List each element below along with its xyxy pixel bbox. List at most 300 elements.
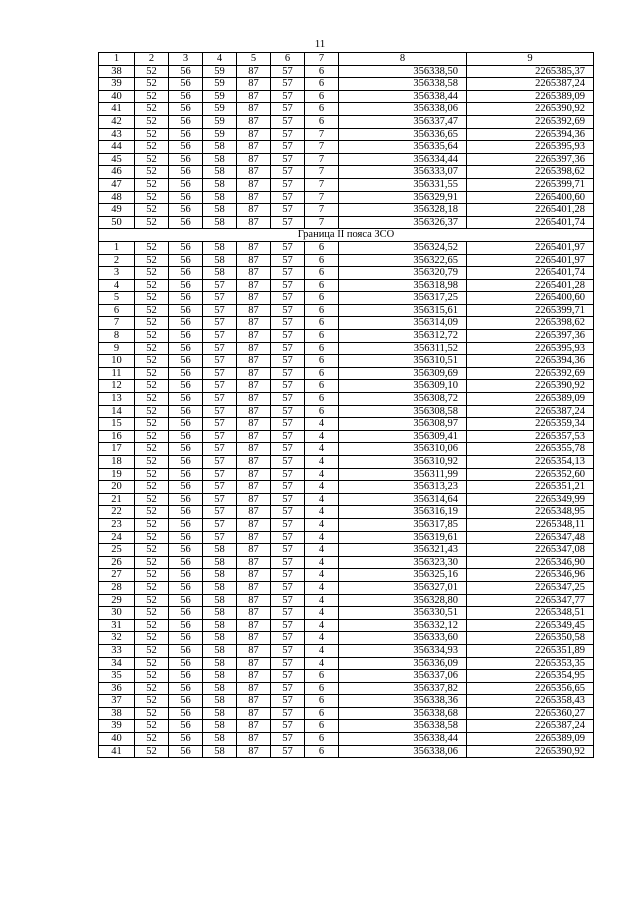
table-cell: 56 — [169, 707, 203, 720]
table-cell: 356318,98 — [339, 279, 467, 292]
table-cell: 356317,85 — [339, 518, 467, 531]
table-cell: 87 — [237, 267, 271, 280]
table-cell: 6 — [305, 330, 339, 343]
table-cell: 356310,06 — [339, 443, 467, 456]
table-cell: 2265347,77 — [467, 594, 594, 607]
table-cell: 18 — [99, 456, 135, 469]
table-cell: 4 — [305, 493, 339, 506]
table-cell: 57 — [203, 367, 237, 380]
table-row — [99, 380, 594, 393]
table-cell: 356320,79 — [339, 267, 467, 280]
table-cell: 2265349,45 — [467, 619, 594, 632]
table-cell: 52 — [135, 594, 169, 607]
table-cell: 14 — [99, 405, 135, 418]
table-cell: 58 — [203, 153, 237, 166]
table-cell: 52 — [135, 317, 169, 330]
table-cell: 87 — [237, 342, 271, 355]
table-cell: 2265350,58 — [467, 632, 594, 645]
table-row — [99, 544, 594, 557]
table-cell: 57 — [271, 682, 305, 695]
table-cell: 57 — [271, 695, 305, 708]
table-cell: 3 — [169, 53, 203, 66]
table-cell: 31 — [99, 619, 135, 632]
table-cell: 356308,72 — [339, 393, 467, 406]
table-cell: 2265400,60 — [467, 191, 594, 204]
table-cell: 356338,06 — [339, 103, 467, 116]
table-cell: 2265351,89 — [467, 644, 594, 657]
table-cell: 56 — [169, 166, 203, 179]
table-cell: 21 — [99, 493, 135, 506]
table-cell: 7 — [305, 53, 339, 66]
table-cell: 56 — [169, 682, 203, 695]
table-cell: 57 — [203, 405, 237, 418]
table-cell: 52 — [135, 632, 169, 645]
table-row — [99, 632, 594, 645]
table-cell: 56 — [169, 292, 203, 305]
table-cell: 2265390,92 — [467, 380, 594, 393]
table-cell: 56 — [169, 380, 203, 393]
table-cell: 52 — [135, 443, 169, 456]
table-cell: 8 — [99, 330, 135, 343]
table-cell: 58 — [203, 607, 237, 620]
table-cell: 356325,16 — [339, 569, 467, 582]
table-cell: 87 — [237, 279, 271, 292]
table-cell: 56 — [169, 191, 203, 204]
table-cell: 57 — [271, 128, 305, 141]
table-cell: 87 — [237, 531, 271, 544]
table-cell: 16 — [99, 430, 135, 443]
table-cell: 58 — [203, 745, 237, 758]
table-cell: 23 — [99, 518, 135, 531]
table-cell: 87 — [237, 594, 271, 607]
table-cell: 57 — [271, 518, 305, 531]
table-cell: 57 — [203, 304, 237, 317]
table-row — [99, 707, 594, 720]
table-row — [99, 115, 594, 128]
table-cell: 52 — [135, 544, 169, 557]
table-cell: 356338,36 — [339, 695, 467, 708]
table-cell: 3 — [99, 267, 135, 280]
table-cell: 52 — [135, 456, 169, 469]
table-cell: 87 — [237, 556, 271, 569]
table-cell: 2265392,69 — [467, 115, 594, 128]
table-cell: 6 — [305, 103, 339, 116]
table-cell: 87 — [237, 330, 271, 343]
table-cell: 36 — [99, 682, 135, 695]
table-cell: 7 — [305, 166, 339, 179]
table-row — [99, 241, 594, 254]
table-cell: 6 — [305, 78, 339, 91]
table-cell: 52 — [135, 733, 169, 746]
table-cell: 2265355,78 — [467, 443, 594, 456]
table-cell: 87 — [237, 632, 271, 645]
table-cell: 57 — [203, 292, 237, 305]
table-cell: 4 — [305, 556, 339, 569]
table-cell: 87 — [237, 518, 271, 531]
table-cell: 57 — [203, 279, 237, 292]
table-cell: 2265390,92 — [467, 745, 594, 758]
table-cell: 87 — [237, 707, 271, 720]
table-cell: 87 — [237, 90, 271, 103]
table-cell: 52 — [135, 78, 169, 91]
table-row — [99, 405, 594, 418]
table-cell: 87 — [237, 78, 271, 91]
table-cell: 56 — [169, 594, 203, 607]
table-cell: 45 — [99, 153, 135, 166]
table-cell: 17 — [99, 443, 135, 456]
table-cell: 56 — [169, 355, 203, 368]
table-cell: 87 — [237, 405, 271, 418]
table-cell: 58 — [203, 619, 237, 632]
table-cell: 57 — [271, 443, 305, 456]
table-row — [99, 317, 594, 330]
table-cell: 356328,18 — [339, 204, 467, 217]
table-row — [99, 456, 594, 469]
table-cell: 1 — [99, 241, 135, 254]
table-cell: 356308,58 — [339, 405, 467, 418]
table-cell: 2265395,93 — [467, 342, 594, 355]
table-row — [99, 279, 594, 292]
table-cell: 6 — [305, 682, 339, 695]
table-cell: 87 — [237, 103, 271, 116]
table-cell: 7 — [305, 204, 339, 217]
table-cell: 52 — [135, 191, 169, 204]
table-cell: 356310,51 — [339, 355, 467, 368]
table-cell: 2265401,97 — [467, 241, 594, 254]
table-cell: 356309,41 — [339, 430, 467, 443]
table-cell: 56 — [169, 670, 203, 683]
table-row — [99, 254, 594, 267]
table-cell: 58 — [203, 644, 237, 657]
table-cell: 52 — [135, 619, 169, 632]
table-cell: 11 — [99, 367, 135, 380]
table-cell: 87 — [237, 468, 271, 481]
table-cell: 57 — [271, 166, 305, 179]
table-row — [99, 581, 594, 594]
table-cell: 56 — [169, 619, 203, 632]
table-row — [99, 128, 594, 141]
table-cell: 356333,07 — [339, 166, 467, 179]
table-cell: 57 — [203, 481, 237, 494]
table-cell: 57 — [271, 342, 305, 355]
table-cell: 32 — [99, 632, 135, 645]
table-cell: 2265389,09 — [467, 733, 594, 746]
table-cell: 57 — [271, 78, 305, 91]
table-cell: 1 — [99, 53, 135, 66]
table-cell: 87 — [237, 304, 271, 317]
table-cell: 87 — [237, 506, 271, 519]
table-cell: 57 — [203, 456, 237, 469]
table-row — [99, 342, 594, 355]
table-cell: 4 — [305, 581, 339, 594]
table-cell: 356310,92 — [339, 456, 467, 469]
table-row — [99, 141, 594, 154]
table-cell: 87 — [237, 745, 271, 758]
table-cell: 9 — [99, 342, 135, 355]
table-row — [99, 569, 594, 582]
table-cell: 6 — [305, 317, 339, 330]
table-cell: 56 — [169, 153, 203, 166]
table-cell: 52 — [135, 657, 169, 670]
table-cell: 2265348,11 — [467, 518, 594, 531]
table-cell: 57 — [271, 632, 305, 645]
table-cell: 57 — [271, 405, 305, 418]
table-cell: 56 — [169, 607, 203, 620]
table-row — [99, 443, 594, 456]
table-cell: 57 — [271, 65, 305, 78]
table-cell: 56 — [169, 254, 203, 267]
table-cell: 87 — [237, 254, 271, 267]
table-row — [99, 355, 594, 368]
table-row — [99, 418, 594, 431]
table-row — [99, 619, 594, 632]
table-cell: 6 — [305, 254, 339, 267]
table-cell: 8 — [339, 53, 467, 66]
table-cell: 19 — [99, 468, 135, 481]
table-cell: 356324,52 — [339, 241, 467, 254]
table-cell: 2265354,13 — [467, 456, 594, 469]
table-cell: 57 — [271, 506, 305, 519]
table-cell: 34 — [99, 657, 135, 670]
table-cell: 87 — [237, 153, 271, 166]
table-cell: 57 — [271, 267, 305, 280]
table-cell: 4 — [305, 418, 339, 431]
table-cell: 87 — [237, 204, 271, 217]
table-cell: 52 — [135, 367, 169, 380]
table-cell: 57 — [271, 493, 305, 506]
table-cell: 57 — [271, 531, 305, 544]
table-cell: 4 — [305, 481, 339, 494]
table-cell: 2265397,36 — [467, 153, 594, 166]
table-cell: 2265398,62 — [467, 166, 594, 179]
table-cell: 52 — [135, 531, 169, 544]
table-cell: 356323,30 — [339, 556, 467, 569]
table-cell: 59 — [203, 128, 237, 141]
table-cell: 356315,61 — [339, 304, 467, 317]
table-cell: 57 — [271, 418, 305, 431]
table-cell: 6 — [305, 115, 339, 128]
table-cell: 87 — [237, 166, 271, 179]
table-cell: 56 — [169, 556, 203, 569]
table-row — [99, 481, 594, 494]
table-cell: 56 — [169, 733, 203, 746]
table-cell: 57 — [271, 355, 305, 368]
table-cell: 58 — [203, 166, 237, 179]
table-cell: 58 — [203, 632, 237, 645]
table-row — [99, 733, 594, 746]
table-cell: 2265352,60 — [467, 468, 594, 481]
table-cell: 56 — [169, 720, 203, 733]
table-row — [99, 682, 594, 695]
table-cell: 52 — [135, 393, 169, 406]
table-cell: 6 — [305, 279, 339, 292]
table-cell: 56 — [169, 581, 203, 594]
table-cell: 356317,25 — [339, 292, 467, 305]
table-cell: 57 — [271, 115, 305, 128]
table-cell: 2265347,08 — [467, 544, 594, 557]
table-row — [99, 594, 594, 607]
table-cell: 59 — [203, 115, 237, 128]
table-cell: 7 — [305, 128, 339, 141]
table-cell: 52 — [135, 355, 169, 368]
table-cell: 57 — [271, 607, 305, 620]
table-cell: 2265400,60 — [467, 292, 594, 305]
table-cell: 87 — [237, 456, 271, 469]
table-cell: 56 — [169, 531, 203, 544]
table-cell: 6 — [305, 65, 339, 78]
table-cell: 57 — [271, 657, 305, 670]
table-cell: 56 — [169, 657, 203, 670]
table-cell: 10 — [99, 355, 135, 368]
table-cell: 356322,65 — [339, 254, 467, 267]
section-title: Граница II пояса ЗСО — [99, 229, 594, 242]
table-cell: 52 — [135, 569, 169, 582]
table-cell: 52 — [135, 644, 169, 657]
table-row — [99, 430, 594, 443]
table-cell: 4 — [305, 657, 339, 670]
table-cell: 87 — [237, 682, 271, 695]
table-cell: 52 — [135, 128, 169, 141]
table-cell: 87 — [237, 493, 271, 506]
table-cell: 56 — [169, 493, 203, 506]
table-cell: 58 — [203, 544, 237, 557]
table-cell: 2265359,34 — [467, 418, 594, 431]
table-cell: 58 — [203, 556, 237, 569]
table-cell: 356338,44 — [339, 733, 467, 746]
table-cell: 44 — [99, 141, 135, 154]
table-cell: 87 — [237, 317, 271, 330]
table-cell: 87 — [237, 733, 271, 746]
table-cell: 2265387,24 — [467, 720, 594, 733]
table-cell: 28 — [99, 581, 135, 594]
table-cell: 57 — [271, 141, 305, 154]
table-cell: 52 — [135, 556, 169, 569]
table-cell: 57 — [271, 556, 305, 569]
table-cell: 2265346,96 — [467, 569, 594, 582]
table-row — [99, 506, 594, 519]
table-cell: 58 — [203, 657, 237, 670]
table-cell: 356321,43 — [339, 544, 467, 557]
table-cell: 6 — [305, 393, 339, 406]
table-cell: 356311,99 — [339, 468, 467, 481]
table-cell: 57 — [271, 304, 305, 317]
table-cell: 56 — [169, 103, 203, 116]
table-cell: 87 — [237, 695, 271, 708]
table-row — [99, 166, 594, 179]
table-cell: 2265399,71 — [467, 178, 594, 191]
table-cell: 2265348,95 — [467, 506, 594, 519]
table-cell: 56 — [169, 279, 203, 292]
table-cell: 4 — [305, 456, 339, 469]
table-cell: 56 — [169, 418, 203, 431]
table-cell: 56 — [169, 745, 203, 758]
table-cell: 52 — [135, 254, 169, 267]
table-cell: 4 — [305, 632, 339, 645]
table-cell: 356338,44 — [339, 90, 467, 103]
table-cell: 87 — [237, 720, 271, 733]
table-row — [99, 657, 594, 670]
table-cell: 27 — [99, 569, 135, 582]
table-cell: 57 — [271, 594, 305, 607]
table-cell: 57 — [271, 481, 305, 494]
table-cell: 56 — [169, 644, 203, 657]
table-cell: 87 — [237, 191, 271, 204]
table-cell: 356313,23 — [339, 481, 467, 494]
table-cell: 40 — [99, 733, 135, 746]
table-row — [99, 393, 594, 406]
table-cell: 52 — [135, 745, 169, 758]
table-cell: 6 — [99, 304, 135, 317]
table-cell: 6 — [305, 695, 339, 708]
table-cell: 356331,55 — [339, 178, 467, 191]
table-cell: 15 — [99, 418, 135, 431]
table-cell: 58 — [203, 720, 237, 733]
table-cell: 52 — [135, 216, 169, 229]
table-cell: 356314,09 — [339, 317, 467, 330]
table-cell: 57 — [203, 430, 237, 443]
table-cell: 56 — [169, 204, 203, 217]
table-cell: 87 — [237, 443, 271, 456]
table-cell: 87 — [237, 644, 271, 657]
table-cell: 39 — [99, 78, 135, 91]
table-cell: 356312,72 — [339, 330, 467, 343]
table-cell: 58 — [203, 216, 237, 229]
table-cell: 57 — [203, 468, 237, 481]
table-cell: 87 — [237, 128, 271, 141]
table-cell: 356338,68 — [339, 707, 467, 720]
table-cell: 87 — [237, 430, 271, 443]
table-cell: 57 — [271, 153, 305, 166]
table-cell: 6 — [305, 720, 339, 733]
table-cell: 2265401,97 — [467, 254, 594, 267]
table-cell: 57 — [203, 531, 237, 544]
section-title-row — [99, 229, 594, 242]
table-cell: 2265399,71 — [467, 304, 594, 317]
table-cell: 56 — [169, 544, 203, 557]
table-cell: 52 — [135, 581, 169, 594]
table-cell: 2265347,25 — [467, 581, 594, 594]
table-cell: 56 — [169, 216, 203, 229]
table-cell: 56 — [169, 632, 203, 645]
table-cell: 57 — [271, 644, 305, 657]
table-cell: 6 — [305, 745, 339, 758]
table-cell: 52 — [135, 153, 169, 166]
table-cell: 33 — [99, 644, 135, 657]
table-cell: 58 — [203, 254, 237, 267]
table-cell: 4 — [305, 531, 339, 544]
table-cell: 87 — [237, 115, 271, 128]
table-cell: 6 — [305, 355, 339, 368]
table-cell: 57 — [271, 204, 305, 217]
table-cell: 5 — [237, 53, 271, 66]
table-cell: 2265357,53 — [467, 430, 594, 443]
table-row — [99, 304, 594, 317]
table-cell: 58 — [203, 594, 237, 607]
table-cell: 2265356,65 — [467, 682, 594, 695]
table-cell: 52 — [135, 380, 169, 393]
table-cell: 4 — [203, 53, 237, 66]
table-cell: 4 — [99, 279, 135, 292]
table-row — [99, 367, 594, 380]
table-cell: 30 — [99, 607, 135, 620]
table-cell: 56 — [169, 178, 203, 191]
table-cell: 58 — [203, 241, 237, 254]
table-cell: 59 — [203, 78, 237, 91]
table-row — [99, 745, 594, 758]
table-cell: 35 — [99, 670, 135, 683]
table-cell: 56 — [169, 481, 203, 494]
table-row — [99, 720, 594, 733]
